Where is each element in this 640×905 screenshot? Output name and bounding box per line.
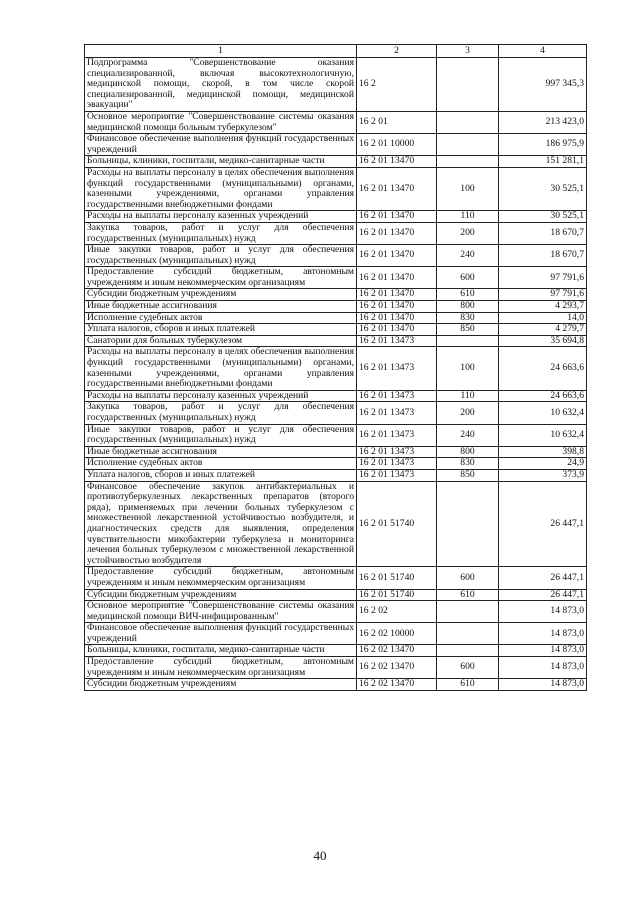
table-row [85,301,587,313]
cell-type [437,156,499,168]
cell-code: 16 2 01 51740 [357,481,437,567]
cell-type: 610 [437,289,499,301]
cell-sum: 24,9 [499,458,587,470]
cell-code: 16 2 01 13473 [357,424,437,446]
cell-name: Уплата налогов, сборов и иных платежей [85,469,357,481]
cell-code: 16 2 02 [357,601,437,623]
cell-name: Финансовое обеспечение выполнения функций государственных учреждений [85,623,357,645]
cell-sum: 97 791,6 [499,289,587,301]
table-row [85,134,587,156]
table-row [85,623,587,645]
cell-type [437,623,499,645]
header-sum: 4 [499,45,587,58]
cell-name: Подпрограмма "Совершенствование оказания специализированной, включая высокотехнологичную, медицинской помощи, скорой, в том числе скорой специализированной, медицинской помощи, медицинской эвакуации" [85,58,357,112]
cell-sum: 30 525,1 [499,167,587,210]
table-row [85,289,587,301]
cell-type [437,134,499,156]
table-row [85,335,587,347]
cell-type: 200 [437,402,499,424]
cell-name: Предоставление субсидий бюджетным, автономным учреждениям и иным некоммерческим организациям [85,567,357,589]
table-row [85,589,587,601]
cell-name: Исполнение судебных актов [85,458,357,470]
cell-type: 610 [437,589,499,601]
cell-sum: 10 632,4 [499,402,587,424]
cell-type: 610 [437,679,499,691]
cell-code: 16 2 01 13470 [357,324,437,336]
cell-sum: 398,8 [499,446,587,458]
cell-code: 16 2 01 13470 [357,222,437,244]
cell-code: 16 2 01 13473 [357,335,437,347]
table-body [85,58,587,691]
table-row [85,645,587,657]
cell-code: 16 2 01 13470 [357,245,437,267]
cell-code: 16 2 02 13470 [357,679,437,691]
cell-code: 16 2 01 13473 [357,446,437,458]
cell-name: Санатории для больных туберкулезом [85,335,357,347]
table-row [85,324,587,336]
cell-sum: 10 632,4 [499,424,587,446]
cell-name: Больницы, клиники, госпитали, медико-санитарные части [85,645,357,657]
cell-type: 100 [437,167,499,210]
cell-type [437,645,499,657]
cell-name: Финансовое обеспечение закупок антибактериальных и противотуберкулезных лекарственных препаратов (второго ряда), применяемых при лечении больных туберкулезом с множественной лекарственной устойчивостью возбудителя, и диагностических средств для выявления, определения чувствительности микобактерии туберкулеза и мониторинга лечения больных туберкулезом с множественной лекарственной устойчивостью возбудителя [85,481,357,567]
table-row [85,111,587,133]
table-row [85,601,587,623]
cell-name: Иные бюджетные ассигнования [85,301,357,313]
cell-code: 16 2 01 51740 [357,589,437,601]
table-row [85,446,587,458]
cell-sum: 35 694,8 [499,335,587,347]
cell-type: 200 [437,222,499,244]
cell-code: 16 2 01 51740 [357,567,437,589]
cell-type: 830 [437,312,499,324]
cell-name: Закупка товаров, работ и услуг для обеспечения государственных (муниципальных) нужд [85,222,357,244]
cell-type [437,111,499,133]
cell-sum: 4 293,7 [499,301,587,313]
cell-sum: 14 873,0 [499,657,587,679]
cell-name: Исполнение судебных актов [85,312,357,324]
cell-name: Расходы на выплаты персоналу в целях обеспечения выполнения функций государственными (муниципальными) органами, казенными учреждениями, органами управления государственными внебюджетными фондами [85,167,357,210]
cell-code: 16 2 01 13470 [357,301,437,313]
cell-code: 16 2 01 13473 [357,458,437,470]
cell-name: Предоставление субсидий бюджетным, автономным учреждениям и иным некоммерческим организациям [85,657,357,679]
cell-sum: 14 873,0 [499,679,587,691]
cell-code: 16 2 01 10000 [357,134,437,156]
table-row [85,657,587,679]
cell-sum: 26 447,1 [499,567,587,589]
cell-code: 16 2 01 13473 [357,402,437,424]
table-row [85,458,587,470]
cell-name: Предоставление субсидий бюджетным, автономным учреждениям и иным некоммерческим организациям [85,267,357,289]
cell-type [437,58,499,112]
table-row [85,390,587,402]
cell-type: 600 [437,567,499,589]
cell-type: 110 [437,211,499,223]
cell-code: 16 2 [357,58,437,112]
cell-type: 240 [437,424,499,446]
cell-code: 16 2 01 13470 [357,267,437,289]
cell-code: 16 2 01 13470 [357,167,437,210]
budget-table [84,44,587,691]
cell-name: Уплата налогов, сборов и иных платежей [85,324,357,336]
cell-sum: 30 525,1 [499,211,587,223]
cell-type: 100 [437,347,499,390]
cell-sum: 14 873,0 [499,601,587,623]
cell-name: Иные закупки товаров, работ и услуг для обеспечения государственных (муниципальных) нужд [85,424,357,446]
page-number: 40 [313,848,327,863]
cell-name: Иные бюджетные ассигнования [85,446,357,458]
cell-sum: 26 447,1 [499,481,587,567]
header-row [85,45,587,58]
cell-sum: 14 873,0 [499,623,587,645]
table-row [85,402,587,424]
cell-code: 16 2 01 [357,111,437,133]
cell-name: Расходы на выплаты персоналу казенных учреждений [85,211,357,223]
table-row [85,58,587,112]
table-row [85,211,587,223]
cell-type: 110 [437,390,499,402]
cell-type: 600 [437,267,499,289]
cell-type [437,481,499,567]
cell-code: 16 2 02 13470 [357,657,437,679]
cell-type: 800 [437,301,499,313]
header-type: 3 [437,45,499,58]
table-row [85,469,587,481]
table-row [85,312,587,324]
table-row [85,167,587,210]
header-name: 1 [85,45,357,58]
cell-sum: 4 279,7 [499,324,587,336]
header-code: 2 [357,45,437,58]
table-row [85,245,587,267]
cell-code: 16 2 01 13473 [357,390,437,402]
cell-type: 850 [437,469,499,481]
cell-sum: 373,9 [499,469,587,481]
cell-code: 16 2 02 10000 [357,623,437,645]
cell-code: 16 2 01 13470 [357,312,437,324]
table-row [85,679,587,691]
cell-name: Основное мероприятие "Совершенствование системы оказания медицинской помощи больным туберкулезом" [85,111,357,133]
cell-name: Больницы, клиники, госпитали, медико-санитарные части [85,156,357,168]
cell-sum: 997 345,3 [499,58,587,112]
table-row [85,156,587,168]
table-row [85,347,587,390]
cell-code: 16 2 01 13470 [357,211,437,223]
cell-type [437,335,499,347]
cell-sum: 213 423,0 [499,111,587,133]
cell-sum: 186 975,9 [499,134,587,156]
table-row [85,481,587,567]
cell-sum: 18 670,7 [499,222,587,244]
table-row [85,424,587,446]
cell-code: 16 2 01 13470 [357,156,437,168]
cell-sum: 151 281,1 [499,156,587,168]
cell-name: Финансовое обеспечение выполнения функций государственных учреждений [85,134,357,156]
cell-name: Расходы на выплаты персоналу в целях обеспечения выполнения функций государственными (муниципальными) органами, казенными учреждениями, органами управления государственными внебюджетными фондами [85,347,357,390]
cell-sum: 18 670,7 [499,245,587,267]
cell-type [437,601,499,623]
cell-code: 16 2 01 13470 [357,289,437,301]
cell-name: Расходы на выплаты персоналу казенных учреждений [85,390,357,402]
cell-type: 800 [437,446,499,458]
cell-sum: 14 873,0 [499,645,587,657]
cell-name: Субсидии бюджетным учреждениям [85,679,357,691]
cell-name: Основное мероприятие "Совершенствование системы оказания медицинской помощи ВИЧ-инфицированным" [85,601,357,623]
cell-sum: 97 791,6 [499,267,587,289]
cell-sum: 24 663,6 [499,390,587,402]
table-row [85,567,587,589]
cell-type: 600 [437,657,499,679]
cell-sum: 14,0 [499,312,587,324]
cell-name: Закупка товаров, работ и услуг для обеспечения государственных (муниципальных) нужд [85,402,357,424]
cell-sum: 24 663,6 [499,347,587,390]
cell-code: 16 2 02 13470 [357,645,437,657]
cell-code: 16 2 01 13473 [357,347,437,390]
cell-type: 830 [437,458,499,470]
cell-type: 240 [437,245,499,267]
cell-code: 16 2 01 13473 [357,469,437,481]
cell-sum: 26 447,1 [499,589,587,601]
table-row [85,267,587,289]
table-row [85,222,587,244]
cell-name: Субсидии бюджетным учреждениям [85,589,357,601]
cell-name: Субсидии бюджетным учреждениям [85,289,357,301]
cell-type: 850 [437,324,499,336]
cell-name: Иные закупки товаров, работ и услуг для обеспечения государственных (муниципальных) нужд [85,245,357,267]
